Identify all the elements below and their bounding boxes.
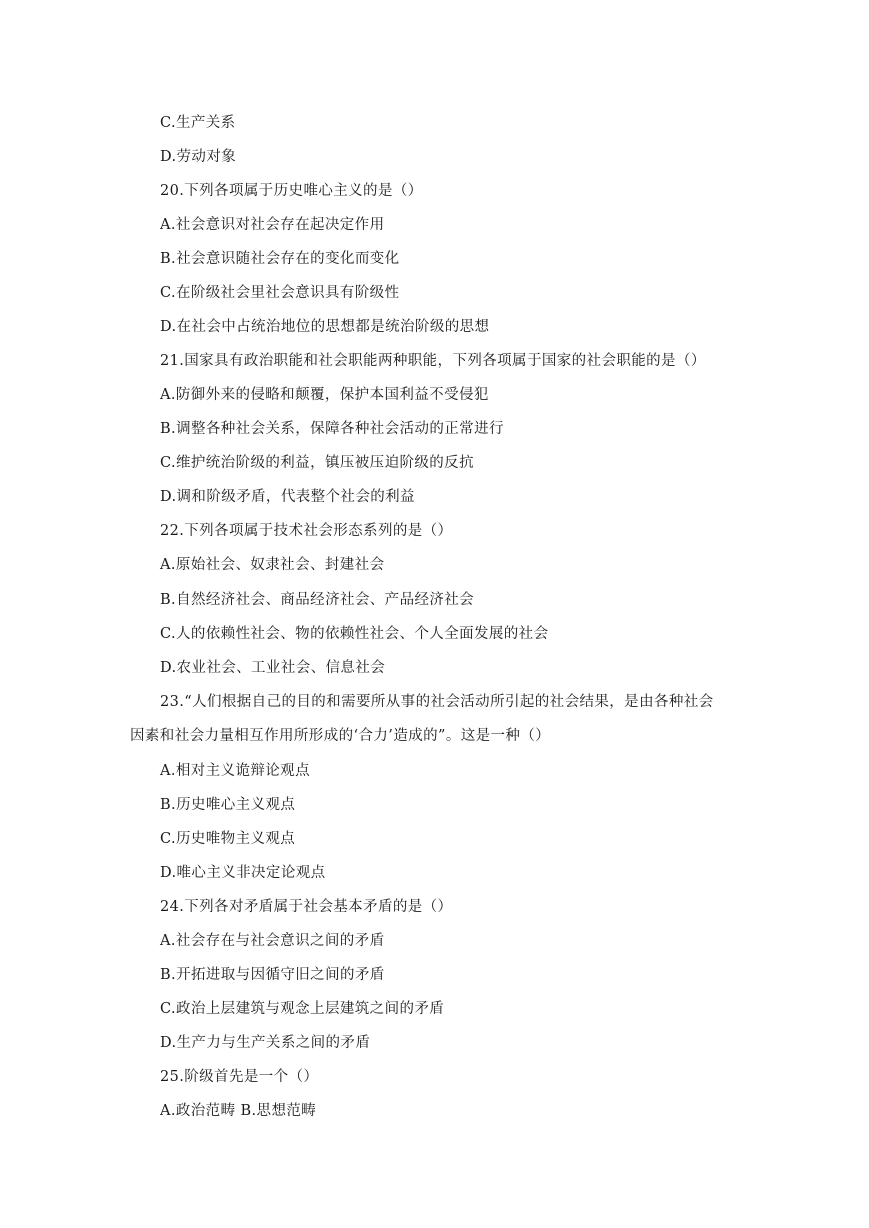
option-20b: B.社会意识随社会存在的变化而变化: [160, 251, 400, 267]
option-24c: C.政治上层建筑与观念上层建筑之间的矛盾: [160, 1001, 445, 1017]
option-19d: D.劳动对象: [160, 149, 237, 165]
option-22c: C.人的依赖性社会、物的依赖性社会、个人全面发展的社会: [160, 626, 549, 642]
option-21b: B.调整各种社会关系，保障各种社会活动的正常进行: [160, 421, 504, 437]
question-23-line1: 23.“人们根据自己的目的和需要所从事的社会活动所引起的社会结果，是由各种社会: [160, 694, 714, 710]
option-23b: B.历史唯心主义观点: [160, 797, 296, 813]
question-24: 24.下列各对矛盾属于社会基本矛盾的是（）: [160, 899, 453, 915]
option-24b: B.开拓进取与因循守旧之间的矛盾: [160, 967, 385, 983]
option-21d: D.调和阶级矛盾，代表整个社会的利益: [160, 489, 415, 505]
option-25ab: A.政治范畴 B.思想范畴: [160, 1103, 317, 1119]
option-20a: A.社会意识对社会存在起决定作用: [160, 217, 385, 233]
option-22a: A.原始社会、奴隶社会、封建社会: [160, 557, 385, 573]
option-20c: C.在阶级社会里社会意识具有阶级性: [160, 285, 400, 301]
question-25: 25.阶级首先是一个（）: [160, 1069, 319, 1085]
option-20d: D.在社会中占统治地位的思想都是统治阶级的思想: [160, 319, 490, 335]
option-21a: A.防御外来的侵略和颠覆，保护本国利益不受侵犯: [160, 387, 489, 403]
option-19c: C.生产关系: [160, 115, 236, 131]
option-23d: D.唯心主义非决定论观点: [160, 865, 326, 881]
option-23c: C.历史唯物主义观点: [160, 831, 296, 847]
option-24a: A.社会存在与社会意识之间的矛盾: [160, 933, 385, 949]
option-22b: B.自然经济社会、商品经济社会、产品经济社会: [160, 592, 475, 608]
question-23-line2: 因素和社会力量相互作用所形成的‘合力’造成的”。这是一种（）: [130, 728, 551, 744]
question-22: 22.下列各项属于技术社会形态系列的是（）: [160, 523, 453, 539]
question-20: 20.下列各项属于历史唯心主义的是（）: [160, 183, 423, 199]
option-21c: C.维护统治阶级的利益，镇压被压迫阶级的反抗: [160, 455, 474, 471]
question-21: 21.国家具有政治职能和社会职能两种职能，下列各项属于国家的社会职能的是（）: [160, 353, 706, 369]
option-23a: A.相对主义诡辩论观点: [160, 763, 310, 779]
option-22d: D.农业社会、工业社会、信息社会: [160, 660, 386, 676]
option-24d: D.生产力与生产关系之间的矛盾: [160, 1035, 371, 1051]
